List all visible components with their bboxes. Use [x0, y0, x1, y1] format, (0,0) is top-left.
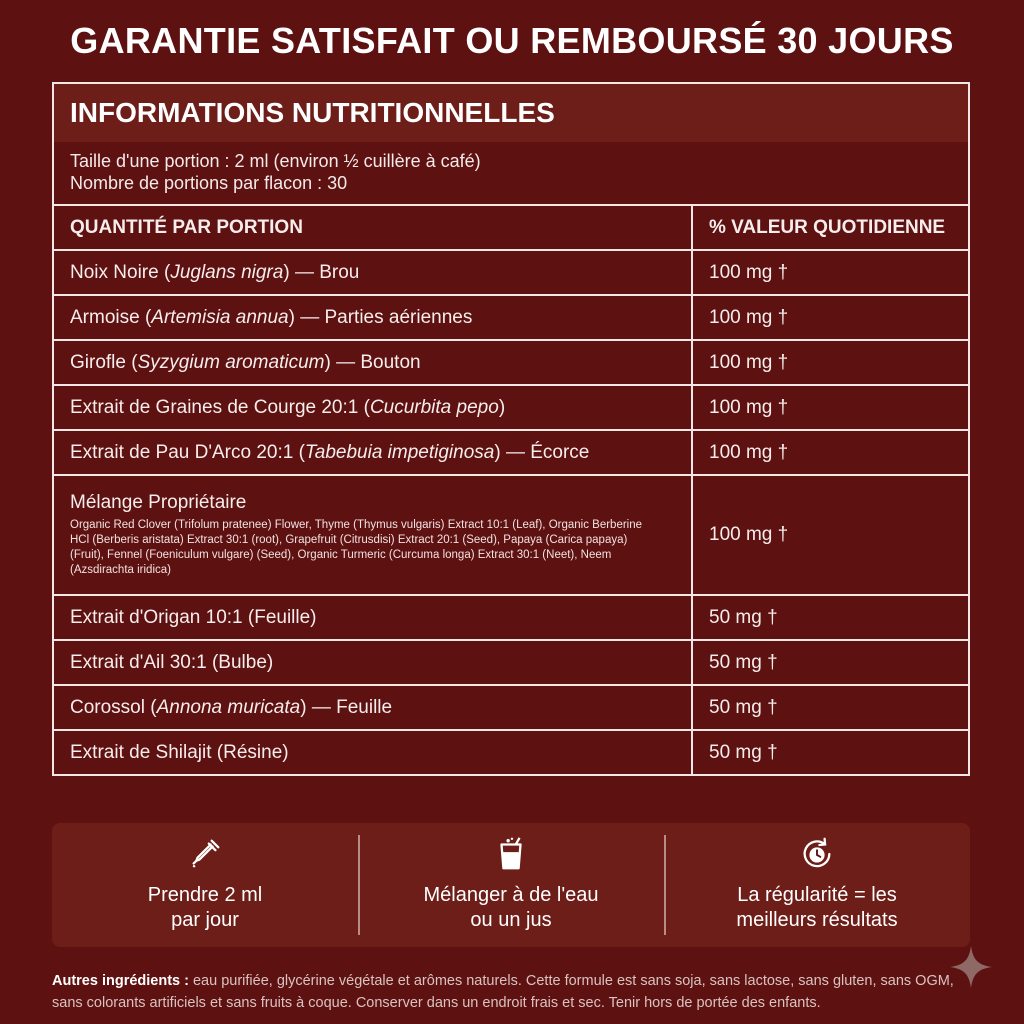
latin-name: Juglans nigra	[170, 261, 284, 283]
ingredient-text: Extrait d'Origan 10:1 (Feuille)	[70, 606, 317, 628]
ingredient-text: Noix Noire (	[70, 261, 171, 283]
table-row	[54, 640, 968, 685]
serving-size: Taille d'une portion : 2 ml (environ ½ cuillère à café)	[70, 151, 481, 171]
ingredient-cell	[54, 595, 692, 640]
latin-name: Cucurbita pepo	[369, 396, 499, 418]
other-ingredients-text: eau purifiée, glycérine végétale et arômes naturels. Cette formule est sans soja, sans lactose, sans gluten, sans OGM, sans colorants artificiels et sans fruits à coque. Conserver dans un endroit frais et sec. Tenir hors de portée des enfants.	[52, 973, 954, 1011]
amount-cell: 100 mg †	[692, 295, 968, 340]
column-header-quantity: QUANTITÉ PAR PORTION	[54, 205, 692, 250]
amount-cell: 50 mg †	[692, 595, 968, 640]
table-row	[54, 340, 968, 385]
ingredient-text: Girofle (	[70, 351, 138, 373]
latin-name: Artemisia annua	[151, 306, 289, 328]
guarantee-title: GARANTIE SATISFAIT OU REMBOURSÉ 30 JOURS	[70, 20, 954, 61]
amount-cell: 100 mg †	[692, 475, 968, 595]
table-row	[54, 295, 968, 340]
table-row	[54, 685, 968, 730]
ingredient-cell	[54, 385, 692, 430]
step-label: Prendre 2 ml par jour	[147, 884, 263, 931]
latin-name: Tabebuia impetiginosa	[304, 441, 495, 463]
ingredient-cell	[54, 640, 692, 685]
ingredient-text: ) — Écorce	[494, 441, 590, 463]
blend-row	[54, 475, 968, 595]
ingredient-text: ) — Parties aériennes	[288, 306, 473, 328]
step-mix	[358, 823, 664, 947]
ingredient-text: Extrait de Shilajit (Résine)	[70, 741, 289, 763]
step-dose	[52, 823, 358, 947]
amount-cell: 100 mg †	[692, 385, 968, 430]
ingredient-text: Armoise (	[70, 306, 152, 328]
blend-title: Mélange Propriétaire	[70, 492, 247, 513]
amount-cell: 100 mg †	[692, 340, 968, 385]
ingredient-text: Extrait de Graines de Courge 20:1 (	[70, 396, 370, 418]
table-row	[54, 250, 968, 295]
nutrition-table	[54, 204, 968, 774]
ingredient-cell	[54, 475, 692, 595]
dropper-icon	[186, 835, 224, 873]
nutrition-panel	[52, 82, 970, 776]
table-row	[54, 430, 968, 475]
step-label: La régularité = les meilleurs résultats	[736, 884, 898, 931]
ingredient-cell	[54, 430, 692, 475]
latin-name: Syzygium aromaticum	[137, 351, 325, 373]
table-header-row	[54, 205, 968, 250]
ingredient-text: )	[498, 396, 506, 418]
serving-info	[54, 142, 968, 204]
table-row	[54, 385, 968, 430]
ingredient-text: ) — Bouton	[324, 351, 421, 373]
amount-cell: 50 mg †	[692, 685, 968, 730]
ingredient-text: Extrait d'Ail 30:1 (Bulbe)	[70, 651, 274, 673]
ingredient-cell	[54, 295, 692, 340]
amount-cell: 50 mg †	[692, 730, 968, 774]
ingredient-text: Corossol (	[70, 696, 157, 718]
table-row	[54, 595, 968, 640]
latin-name: Annona muricata	[156, 696, 301, 718]
amount-cell: 100 mg †	[692, 430, 968, 475]
glass-icon	[492, 835, 530, 873]
table-row	[54, 730, 968, 774]
ingredient-text: ) — Feuille	[300, 696, 393, 718]
ingredient-cell	[54, 730, 692, 774]
ingredient-text: Extrait de Pau D'Arco 20:1 (	[70, 441, 305, 463]
ingredient-cell	[54, 685, 692, 730]
usage-steps-bar	[52, 823, 970, 947]
step-consistency	[664, 823, 970, 947]
ingredient-text: ) — Brou	[283, 261, 360, 283]
step-label: Mélanger à de l'eau ou un jus	[423, 884, 599, 931]
servings-per-container: Nombre de portions par flacon : 30	[70, 173, 348, 193]
sparkle-icon	[948, 944, 994, 990]
clock-refresh-icon	[798, 835, 836, 873]
other-ingredients	[52, 970, 972, 1014]
other-ingredients-label: Autres ingrédients :	[52, 973, 189, 989]
blend-detail: Organic Red Clover (Trifolum pratenee) Flower, Thyme (Thymus vulgaris) Extract 10:1 (Leaf), Organic Berberine HCl (Berberis aristata) Extract 30:1 (root), Grapefruit (Citrusdisi) Extract 20:1 (Seed), Papaya (Carica papaya) (Fruit), Fennel (Foeniculum vulgare) (Seed), Organic Turmeric (Curcuma longa) Extract 30:1 (Neet), Neem (Azsdirachta iridica)	[70, 519, 643, 576]
ingredient-cell	[54, 250, 692, 295]
amount-cell: 100 mg †	[692, 250, 968, 295]
ingredient-cell	[54, 340, 692, 385]
amount-cell: 50 mg †	[692, 640, 968, 685]
column-header-daily-value: % VALEUR QUOTIDIENNE	[692, 205, 968, 250]
panel-title: INFORMATIONS NUTRITIONNELLES	[54, 84, 968, 142]
